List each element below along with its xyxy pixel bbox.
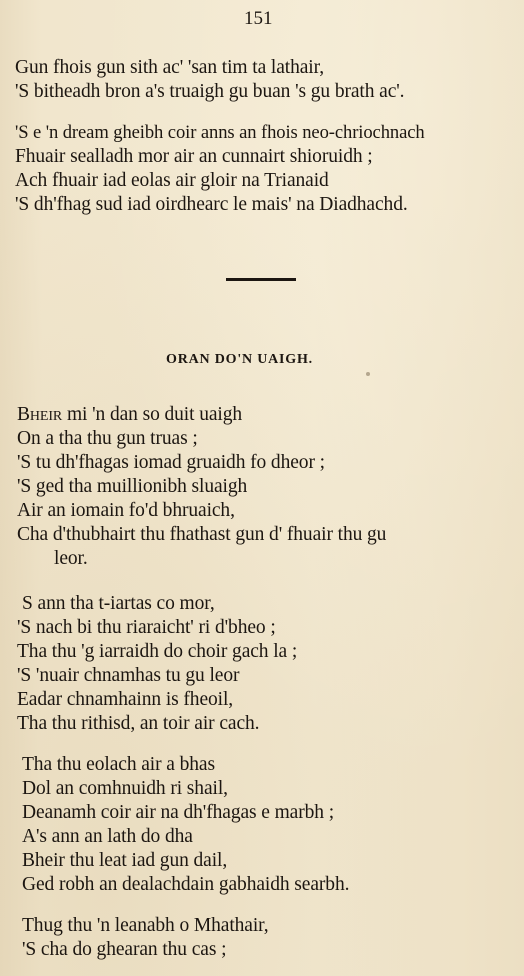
verse-line: 'S dh'fhag sud iad oirdhearc le mais' na Diadhachd. (15, 194, 408, 215)
poem-line: Dol an comhnuidh ri shail, (22, 778, 228, 799)
poem-line: Tha thu eolach air a bhas (22, 754, 215, 775)
poem-line: Tha thu 'g iarraidh do choir gach la ; (17, 641, 298, 662)
poem-line: 'S cha do ghearan thu cas ; (22, 939, 227, 960)
verse-line: Ach fhuair iad eolas air gloir na Trianaid (15, 170, 329, 191)
poem-line: Eadar chnamhainn is fheoil, (17, 689, 234, 710)
section-divider (226, 278, 296, 281)
verse-line: 'S e 'n dream gheibh coir anns an fhois neo-chriochnach (15, 122, 425, 143)
verse-line: Gun fhois gun sith ac' 'san tim ta lathair, (15, 57, 325, 78)
poem-line: leor. (54, 548, 88, 569)
poem-line: Tha thu rithisd, an toir air cach. (17, 713, 260, 734)
poem-line: 'S ged tha muillionibh sluaigh (17, 476, 248, 497)
page-number: 151 (244, 8, 273, 29)
poem-line: On a tha thu gun truas ; (17, 428, 198, 449)
poem-line: Ged robh an dealachdain gabhaidh searbh. (22, 874, 350, 895)
poem-line: Bheir thu leat iad gun dail, (22, 850, 228, 871)
verse-line: Fhuair sealladh mor air an cunnairt shioruidh ; (15, 146, 373, 167)
poem-line: Air an iomain fo'd bhruaich, (17, 500, 235, 521)
poem-line: A's ann an lath do dha (22, 826, 193, 847)
poem-title: ORAN DO'N UAIGH. (166, 352, 313, 367)
first-line-text: mi 'n dan so duit uaigh (62, 404, 243, 425)
poem-first-line (17, 403, 242, 427)
verse-line: 'S bitheadh bron a's truaigh gu buan 's gu brath ac'. (15, 81, 405, 102)
poem-line: 'S tu dh'fhagas iomad gruaidh fo dheor ; (17, 452, 325, 473)
drop-word: Bheir (17, 404, 63, 425)
paper-speck (366, 372, 370, 376)
poem-line: S ann tha t-iartas co mor, (22, 593, 215, 614)
poem-line: Cha d'thubhairt thu fhathast gun d' fhuair thu gu (17, 524, 387, 545)
poem-line: 'S nach bi thu riaraicht' ri d'bheo ; (17, 617, 276, 638)
poem-line: Thug thu 'n leanabh o Mhathair, (22, 915, 269, 936)
poem-line: Deanamh coir air na dh'fhagas e marbh ; (22, 802, 335, 823)
poem-line: 'S 'nuair chnamhas tu gu leor (17, 665, 240, 686)
